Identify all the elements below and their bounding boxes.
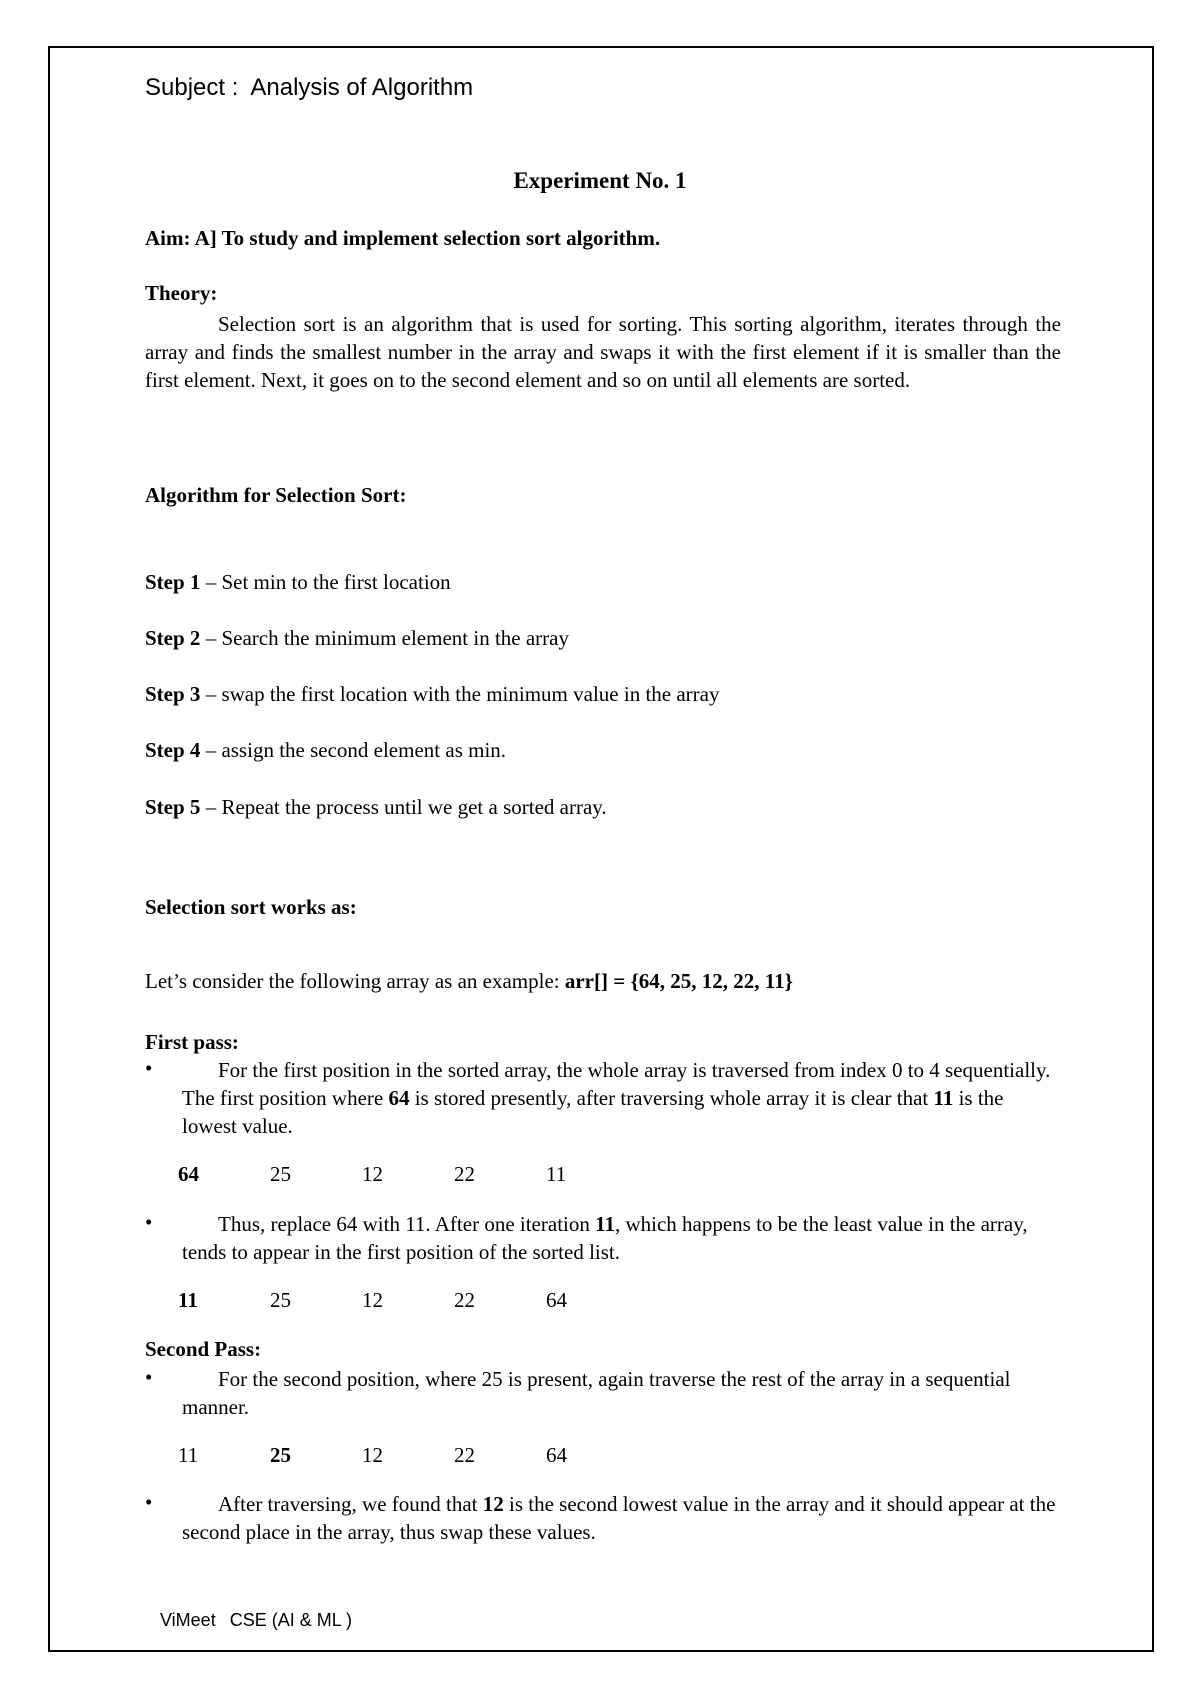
subject-line (145, 74, 473, 102)
array-cell: 11 (546, 1162, 567, 1186)
array-cell: 12 (362, 1443, 383, 1467)
algorithm-step (145, 626, 569, 651)
algorithm-heading: Algorithm for Selection Sort: (145, 483, 407, 507)
bullet-dot-icon: • (145, 1056, 153, 1080)
first-pass-bullet-2: Thus, replace 64 with 11. After one iteration 11, which happens to be the least value in the array, tends to appear in the first position of the sorted list. (182, 1212, 1028, 1264)
array-cell: 22 (454, 1443, 475, 1467)
example-array: arr[] = {64, 25, 12, 22, 11} (564, 969, 793, 993)
bullet-dot-icon: • (145, 1365, 153, 1389)
step-label: Step 5 (145, 795, 201, 819)
step-label: Step 2 (145, 626, 201, 650)
first-pass-heading: First pass: (145, 1030, 239, 1054)
array-cell: 22 (454, 1288, 475, 1312)
step-text: – assign the second element as min. (200, 738, 507, 762)
second-pass-bullet-2: After traversing, we found that 12 is the second lowest value in the array and it should appear at the second place in the array, thus swap these values. (182, 1492, 1056, 1544)
example-line (145, 969, 793, 994)
works-heading: Selection sort works as: (145, 895, 357, 919)
array-cell: 64 (546, 1288, 567, 1312)
bullet-dot-icon: • (145, 1210, 153, 1234)
theory-paragraph (145, 310, 1061, 394)
second-pass-heading: Second Pass: (145, 1337, 262, 1361)
array-cell: 25 (270, 1288, 291, 1312)
array-cell: 11 (178, 1443, 199, 1467)
array-cell: 12 (362, 1288, 383, 1312)
array-cell: 12 (362, 1162, 383, 1186)
algorithm-step (145, 795, 607, 820)
first-pass-bullet-1: For the first position in the sorted array, the whole array is traversed from index 0 to 4 sequentially. The first position where 64 is stored presently, after traversing whole array it is clear that 11 is the lowest value. (182, 1058, 1051, 1138)
second-pass-bullet-1: For the second position, where 25 is present, again traverse the rest of the array in a sequential manner. (182, 1367, 1011, 1419)
theory-heading: Theory: (145, 281, 218, 305)
array-cell: 22 (454, 1162, 475, 1186)
page-title: Experiment No. 1 (513, 168, 687, 193)
step-label: Step 3 (145, 682, 201, 706)
step-text: – swap the first location with the minimum value in the array (200, 682, 720, 706)
array-cell: 11 (178, 1288, 198, 1312)
example-prefix: Let’s consider the following array as an example: (145, 969, 565, 993)
algorithm-step (145, 570, 451, 595)
footer (160, 1610, 352, 1631)
step-label: Step 1 (145, 570, 201, 594)
footer-dept: CSE (AI & ML ) (229, 1610, 353, 1630)
aim-heading: Aim: A] To study and implement selection sort algorithm. (145, 226, 661, 250)
array-cell: 25 (270, 1443, 291, 1467)
subject-label: Subject : (145, 74, 239, 101)
subject-value: Analysis of Algorithm (250, 74, 474, 101)
array-cell: 25 (270, 1162, 291, 1186)
algorithm-step (145, 738, 506, 763)
algorithm-step (145, 682, 719, 707)
array-cell: 64 (546, 1443, 567, 1467)
step-label: Step 4 (145, 738, 201, 762)
step-text: – Repeat the process until we get a sorted array. (200, 795, 607, 819)
bullet-dot-icon: • (145, 1490, 153, 1514)
footer-org: ViMeet (160, 1610, 216, 1630)
step-text: – Search the minimum element in the array (200, 626, 569, 650)
step-text: – Set min to the first location (200, 570, 451, 594)
theory-text: Selection sort is an algorithm that is used for sorting. This sorting algorithm, iterates through the array and finds the smallest number in the array and swaps it with the first element if it is smaller than the first element. Next, it goes on to the second element and so on until all elements are sorted. (145, 312, 1061, 392)
array-cell: 64 (178, 1162, 199, 1186)
